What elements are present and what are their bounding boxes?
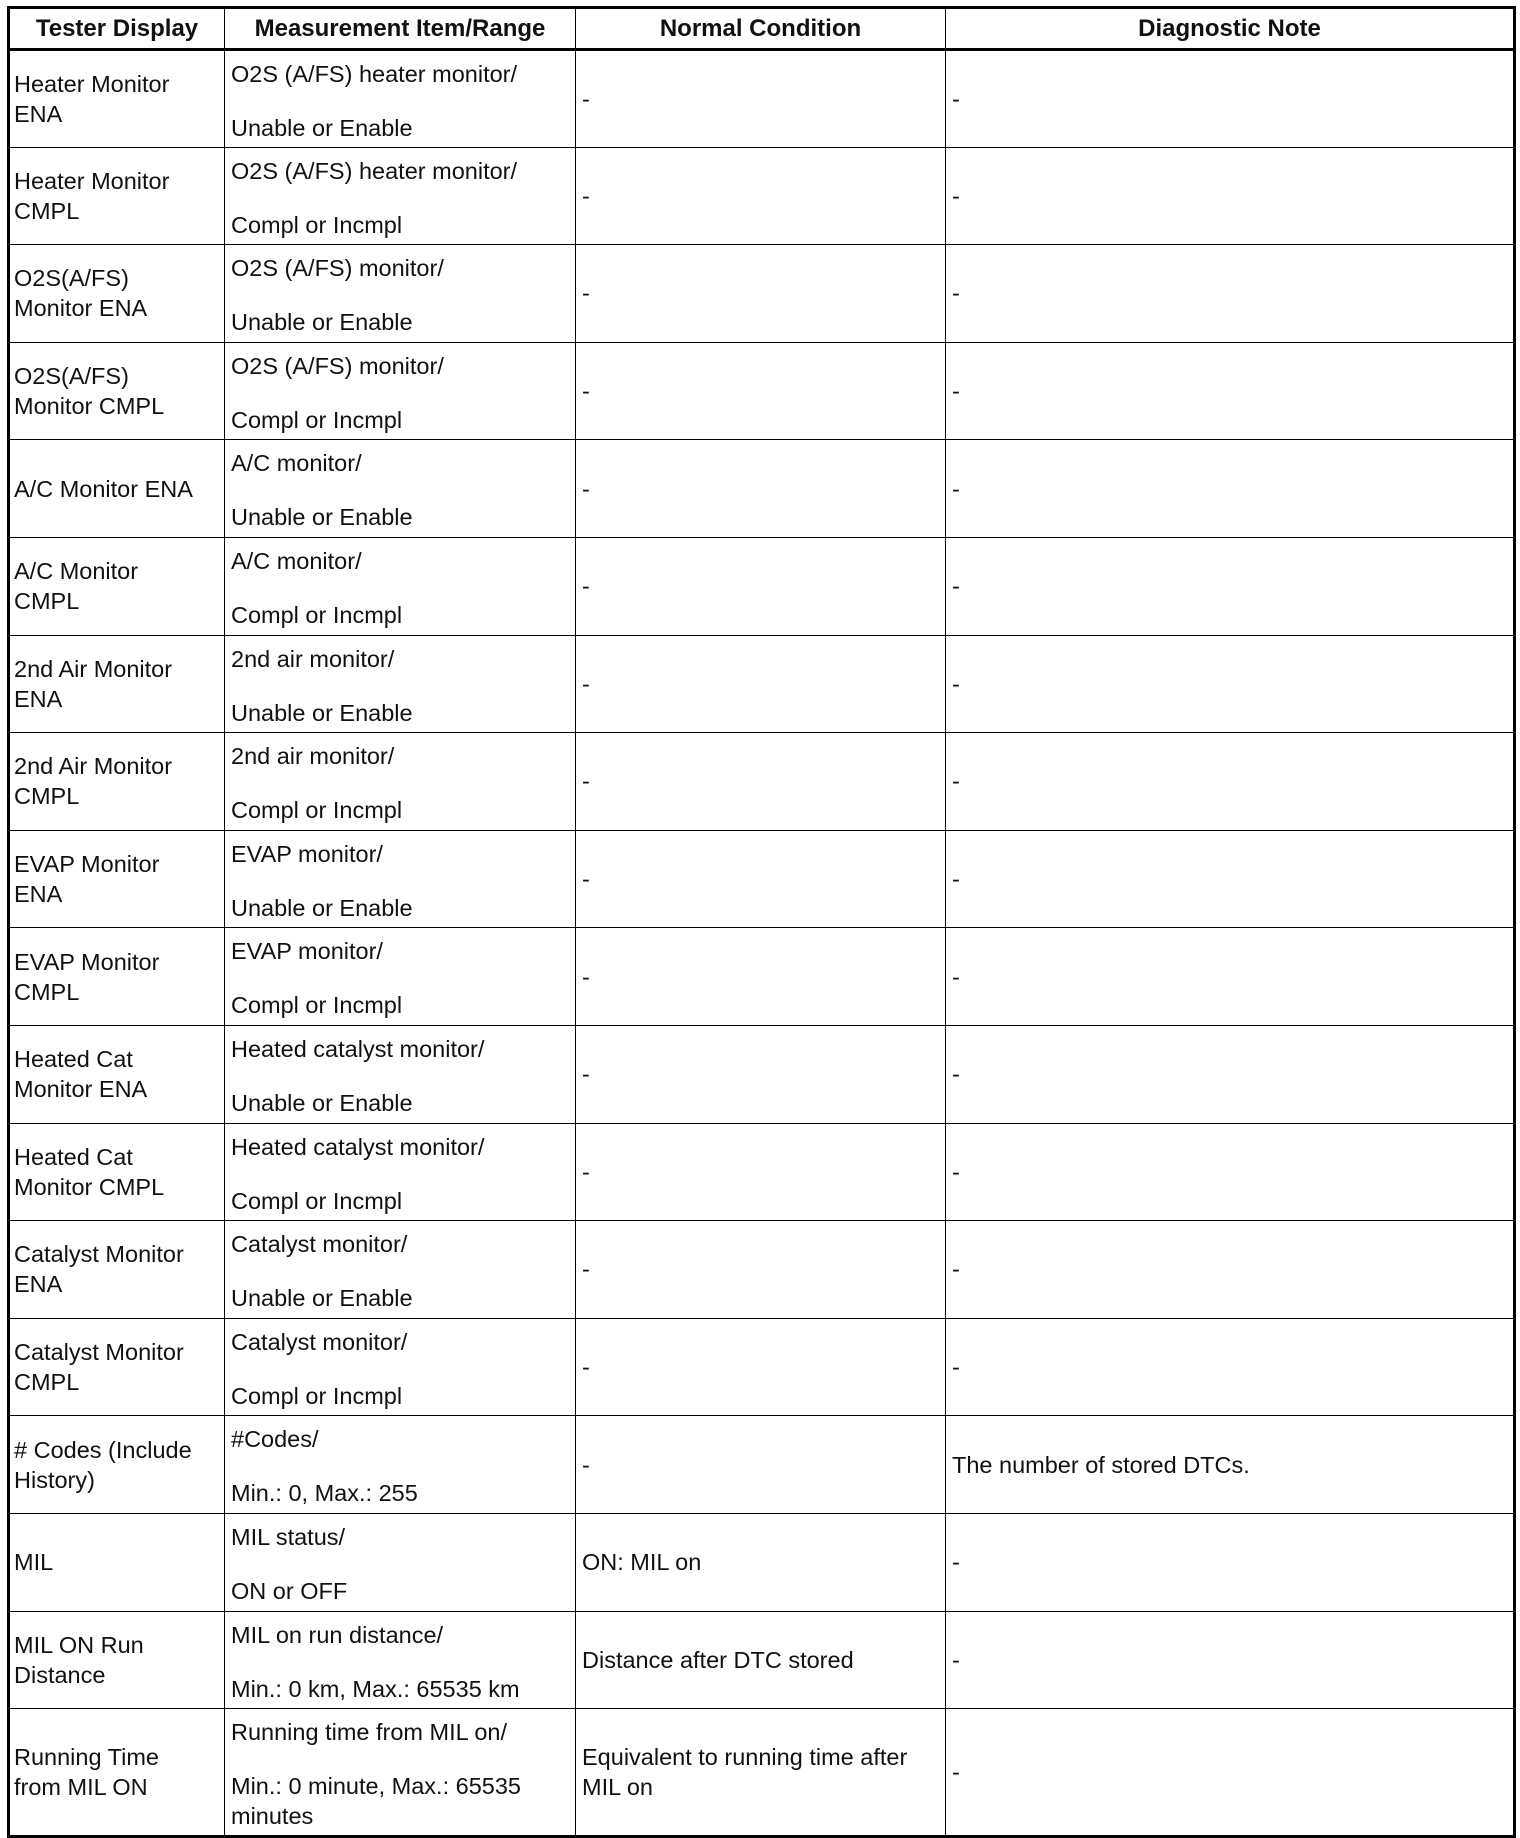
table-row	[9, 733, 1515, 831]
diagnostic-note-cell	[946, 147, 1515, 245]
cell-line: CMPL	[14, 197, 80, 224]
measurement-range	[231, 1478, 575, 1508]
cell-line: Heated Cat	[14, 1046, 133, 1073]
cell-line: Distance	[14, 1661, 106, 1688]
spacer	[231, 966, 575, 990]
cell-text: Unable or Enable	[231, 1089, 413, 1116]
cell-text: -	[952, 963, 960, 990]
header-measurement-item-range: Measurement Item/Range	[225, 8, 576, 50]
cell-text: -	[582, 573, 590, 600]
cell-line: O2S(A/FS)	[14, 363, 129, 390]
normal-condition-cell	[576, 342, 946, 440]
diagnostic-note-cell	[946, 635, 1515, 733]
cell-text: Unable or Enable	[231, 115, 413, 141]
measurement-cell	[225, 928, 576, 1026]
measurement-cell	[225, 733, 576, 831]
normal-condition-cell	[576, 1611, 946, 1709]
cell-text: -	[952, 1646, 960, 1673]
spacer	[231, 1064, 575, 1088]
spacer	[231, 576, 575, 600]
monitor-data-table	[7, 6, 1516, 1838]
cell-line: ENA	[14, 100, 63, 127]
measurement-item: O2S (A/FS) monitor/	[231, 255, 444, 282]
cell-line: Monitor ENA	[14, 1076, 148, 1103]
measurement-range	[231, 113, 575, 143]
cell-text: -	[952, 1549, 960, 1576]
cell-text: ON: MIL on	[582, 1549, 702, 1576]
normal-condition-cell	[576, 928, 946, 1026]
diagnostic-note-cell	[946, 1221, 1515, 1319]
diagnostic-note-cell	[946, 1123, 1515, 1221]
measurement-item: O2S (A/FS) heater monitor/	[231, 157, 518, 184]
cell-text: The number of stored DTCs.	[952, 1451, 1250, 1478]
normal-condition-cell	[576, 1513, 946, 1611]
header-normal-condition: Normal Condition	[576, 8, 946, 50]
cell-text: -	[952, 280, 960, 307]
table-row	[9, 928, 1515, 1026]
cell-text: -	[582, 1158, 590, 1185]
measurement-cell	[225, 1709, 576, 1837]
cell-line: minutes	[231, 1803, 314, 1830]
table-row	[9, 147, 1515, 245]
table-row	[9, 440, 1515, 538]
tester-display-cell	[9, 50, 225, 148]
cell-text: Distance after DTC stored	[582, 1646, 854, 1673]
spacer	[231, 1650, 575, 1674]
tester-display-cell	[9, 342, 225, 440]
cell-text: -	[952, 1759, 960, 1786]
diagnostic-note-cell	[946, 830, 1515, 928]
cell-line: Heated Cat	[14, 1143, 133, 1170]
normal-condition-cell	[576, 1221, 946, 1319]
spacer	[231, 869, 575, 893]
normal-condition-cell	[576, 733, 946, 831]
measurement-range	[231, 1576, 575, 1606]
tester-display-cell	[9, 1709, 225, 1837]
tester-display-cell	[9, 1318, 225, 1416]
table-row	[9, 1123, 1515, 1221]
table-row	[9, 537, 1515, 635]
normal-condition-cell	[576, 440, 946, 538]
cell-text: -	[582, 963, 590, 990]
cell-text: -	[952, 670, 960, 697]
tester-display-cell	[9, 537, 225, 635]
measurement-range	[231, 698, 575, 728]
table-row	[9, 245, 1515, 343]
table-row	[9, 830, 1515, 928]
cell-text: Unable or Enable	[231, 699, 413, 726]
spacer	[231, 1259, 575, 1283]
cell-text: -	[952, 866, 960, 893]
cell-line: EVAP Monitor	[14, 851, 160, 878]
cell-text: -	[952, 378, 960, 405]
cell-text: -	[952, 1061, 960, 1088]
header-tester-display: Tester Display	[9, 8, 225, 50]
table-row	[9, 1318, 1515, 1416]
spacer	[231, 283, 575, 307]
tester-display-cell	[9, 635, 225, 733]
normal-condition-cell	[576, 537, 946, 635]
cell-text: -	[582, 1061, 590, 1088]
cell-text: Compl or Incmpl	[231, 797, 403, 824]
cell-line: 2nd Air Monitor	[14, 753, 173, 780]
table-row	[9, 1709, 1515, 1837]
cell-line: EVAP Monitor	[14, 948, 160, 975]
cell-line: ENA	[14, 685, 63, 712]
diagnostic-note-cell	[946, 50, 1515, 148]
cell-line: History)	[14, 1466, 95, 1493]
cell-text: Compl or Incmpl	[231, 211, 403, 238]
diagnostic-note-cell	[946, 537, 1515, 635]
table-row	[9, 50, 1515, 148]
cell-line: Running Time	[14, 1744, 159, 1771]
cell-text: Min.: 0 km, Max.: 65535 km	[231, 1675, 520, 1702]
cell-text: -	[582, 85, 590, 112]
cell-line: Monitor ENA	[14, 295, 148, 322]
table-row	[9, 1513, 1515, 1611]
cell-text: Min.: 0, Max.: 255	[231, 1480, 418, 1507]
measurement-item: 2nd air monitor/	[231, 645, 395, 672]
normal-condition-cell	[576, 50, 946, 148]
measurement-cell	[225, 635, 576, 733]
cell-line: # Codes (Include	[14, 1436, 192, 1463]
tester-display-cell	[9, 830, 225, 928]
diagnostic-note-cell	[946, 342, 1515, 440]
measurement-cell	[225, 1221, 576, 1319]
measurement-range	[231, 893, 575, 923]
cell-text: -	[582, 768, 590, 795]
measurement-range	[231, 307, 575, 337]
cell-text: -	[582, 182, 590, 209]
diagnostic-note-cell	[946, 1416, 1515, 1514]
spacer	[231, 1747, 575, 1771]
measurement-cell	[225, 1611, 576, 1709]
table-row	[9, 342, 1515, 440]
table-row	[9, 1416, 1515, 1514]
measurement-item: EVAP monitor/	[231, 840, 383, 867]
measurement-range	[231, 502, 575, 532]
measurement-item: A/C monitor/	[231, 547, 362, 574]
spacer	[231, 674, 575, 698]
spacer	[231, 771, 575, 795]
measurement-cell	[225, 1513, 576, 1611]
cell-line: Catalyst Monitor	[14, 1241, 184, 1268]
normal-condition-cell	[576, 1025, 946, 1123]
diagnostic-note-cell	[946, 440, 1515, 538]
cell-text: ON or OFF	[231, 1577, 348, 1604]
spacer	[231, 186, 575, 210]
tester-display-cell	[9, 245, 225, 343]
cell-text: -	[582, 866, 590, 893]
measurement-item: O2S (A/FS) heater monitor/	[231, 61, 518, 87]
measurement-range	[231, 990, 575, 1020]
cell-text: -	[582, 670, 590, 697]
cell-line: from MIL ON	[14, 1774, 148, 1801]
measurement-item: Running time from MIL on/	[231, 1719, 508, 1746]
measurement-range	[231, 600, 575, 630]
measurement-item: Heated catalyst monitor/	[231, 1133, 485, 1160]
diagnostic-note-cell	[946, 1611, 1515, 1709]
diagnostic-note-cell	[946, 1318, 1515, 1416]
cell-text: Compl or Incmpl	[231, 992, 403, 1019]
cell-line: ENA	[14, 881, 63, 908]
cell-line: Heater Monitor	[14, 167, 170, 194]
measurement-item: Catalyst monitor/	[231, 1328, 408, 1355]
cell-text: -	[582, 1256, 590, 1283]
normal-condition-cell	[576, 147, 946, 245]
measurement-cell	[225, 1318, 576, 1416]
measurement-cell	[225, 50, 576, 148]
diagnostic-note-cell	[946, 928, 1515, 1026]
normal-condition-cell	[576, 635, 946, 733]
cell-line: 2nd Air Monitor	[14, 655, 173, 682]
cell-text: -	[952, 475, 960, 502]
cell-line: CMPL	[14, 783, 80, 810]
measurement-range	[231, 1186, 575, 1216]
cell-text: -	[952, 1158, 960, 1185]
cell-text: Compl or Incmpl	[231, 1187, 403, 1214]
measurement-range	[231, 1771, 575, 1831]
cell-text: Unable or Enable	[231, 1285, 413, 1312]
table-row	[9, 1025, 1515, 1123]
cell-text: Compl or Incmpl	[231, 601, 403, 628]
measurement-item: MIL on run distance/	[231, 1621, 444, 1648]
normal-condition-cell	[576, 1318, 946, 1416]
cell-line: MIL ON Run	[14, 1631, 144, 1658]
tester-display-cell	[9, 1221, 225, 1319]
cell-text: -	[952, 768, 960, 795]
tester-display-cell	[9, 928, 225, 1026]
table-row	[9, 1611, 1515, 1709]
cell-line: Equivalent to running time after	[582, 1744, 908, 1771]
spacer	[231, 478, 575, 502]
tester-display-cell	[9, 1123, 225, 1221]
spacer	[231, 89, 575, 113]
cell-text: -	[952, 182, 960, 209]
measurement-range	[231, 210, 575, 240]
measurement-range	[231, 1088, 575, 1118]
cell-text: Compl or Incmpl	[231, 1382, 403, 1409]
measurement-cell	[225, 245, 576, 343]
cell-line: CMPL	[14, 1369, 80, 1396]
measurement-item: EVAP monitor/	[231, 938, 383, 965]
measurement-item: #Codes/	[231, 1426, 319, 1453]
cell-line: Heater Monitor	[14, 70, 170, 97]
measurement-item: Catalyst monitor/	[231, 1231, 408, 1258]
table-body	[9, 50, 1515, 1837]
measurement-range	[231, 1283, 575, 1313]
cell-text: -	[952, 1256, 960, 1283]
measurement-cell	[225, 440, 576, 538]
measurement-item: Heated catalyst monitor/	[231, 1035, 485, 1062]
measurement-range	[231, 795, 575, 825]
cell-text: -	[952, 573, 960, 600]
measurement-item: A/C monitor/	[231, 450, 362, 477]
tester-display-cell	[9, 1416, 225, 1514]
cell-text: -	[582, 1354, 590, 1381]
cell-text: -	[952, 1354, 960, 1381]
cell-text: Unable or Enable	[231, 504, 413, 531]
tester-display-cell	[9, 1513, 225, 1611]
table-row	[9, 1221, 1515, 1319]
normal-condition-cell	[576, 245, 946, 343]
measurement-cell	[225, 342, 576, 440]
measurement-range	[231, 405, 575, 435]
cell-line: CMPL	[14, 978, 80, 1005]
tester-display-cell	[9, 147, 225, 245]
cell-line: Monitor CMPL	[14, 1173, 165, 1200]
spacer	[231, 381, 575, 405]
cell-line: MIL	[14, 1549, 54, 1576]
measurement-cell	[225, 1025, 576, 1123]
measurement-cell	[225, 537, 576, 635]
cell-line: CMPL	[14, 588, 80, 615]
measurement-cell	[225, 1416, 576, 1514]
table-row	[9, 635, 1515, 733]
cell-text: Unable or Enable	[231, 309, 413, 336]
measurement-item: O2S (A/FS) monitor/	[231, 352, 444, 379]
measurement-item: MIL status/	[231, 1523, 346, 1550]
spacer	[231, 1357, 575, 1381]
spacer	[231, 1162, 575, 1186]
diagnostic-note-cell	[946, 245, 1515, 343]
cell-line: A/C Monitor	[14, 558, 139, 585]
cell-line: Min.: 0 minute, Max.: 65535	[231, 1773, 521, 1800]
measurement-range	[231, 1381, 575, 1411]
cell-line: ENA	[14, 1271, 63, 1298]
diagnostic-note-cell	[946, 1025, 1515, 1123]
measurement-range	[231, 1674, 575, 1704]
diagnostic-note-cell	[946, 733, 1515, 831]
cell-line: Catalyst Monitor	[14, 1339, 184, 1366]
tester-display-cell	[9, 440, 225, 538]
normal-condition-cell	[576, 830, 946, 928]
cell-text: -	[582, 378, 590, 405]
header-diagnostic-note: Diagnostic Note	[946, 8, 1515, 50]
tester-display-cell	[9, 1611, 225, 1709]
cell-line: Monitor CMPL	[14, 393, 165, 420]
tester-display-cell	[9, 1025, 225, 1123]
measurement-cell	[225, 147, 576, 245]
cell-text: -	[952, 85, 960, 112]
cell-line: O2S(A/FS)	[14, 265, 129, 292]
cell-text: -	[582, 1451, 590, 1478]
cell-text: -	[582, 475, 590, 502]
tester-display-cell	[9, 733, 225, 831]
normal-condition-cell	[576, 1709, 946, 1837]
cell-line: A/C Monitor ENA	[14, 475, 193, 502]
cell-text: Unable or Enable	[231, 894, 413, 921]
spacer	[231, 1552, 575, 1576]
normal-condition-cell	[576, 1416, 946, 1514]
header-row	[9, 8, 1515, 50]
cell-text: Compl or Incmpl	[231, 406, 403, 433]
normal-condition-cell	[576, 1123, 946, 1221]
measurement-cell	[225, 1123, 576, 1221]
diagnostic-note-cell	[946, 1709, 1515, 1837]
measurement-item: 2nd air monitor/	[231, 743, 395, 770]
spacer	[231, 1454, 575, 1478]
diagnostic-note-cell	[946, 1513, 1515, 1611]
measurement-cell	[225, 830, 576, 928]
cell-line: MIL on	[582, 1774, 653, 1801]
cell-text: -	[582, 280, 590, 307]
